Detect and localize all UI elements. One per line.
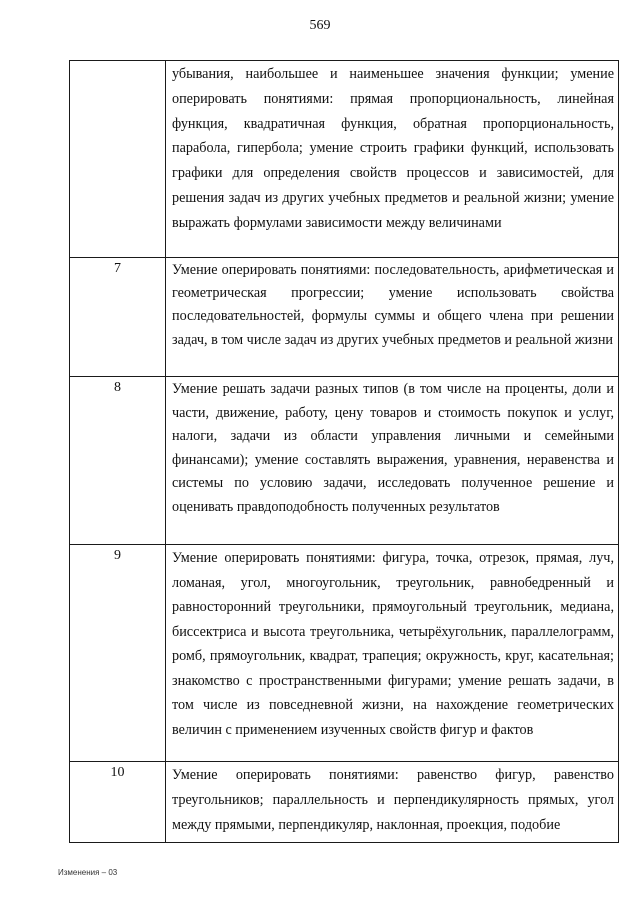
table-row [70,545,619,762]
row-text: Умение оперировать понятиями: равенство фигур, равенство треугольников; параллельность и перпендикулярность прямых, угол между прямыми, перпендикуляр, наклонная, проекция, подобие [172,767,614,833]
row-number: 8 [70,377,166,545]
row-text: Умение решать задачи разных типов (в том числе на проценты, доли и части, движение, работу, цену товаров и стоимость покупок и услуг, налоги, задачи из области управления личными и семейными финансами); умение составлять выражения, уравнения, неравенства и системы по условию задачи, исследовать полученное решение и оценивать правдоподобность полученных результатов [172,381,614,515]
revision-footer: Изменения – 03 [58,868,118,877]
row-number: 10 [70,762,166,843]
table-row [70,258,619,377]
row-number [70,61,166,258]
table-row [70,61,619,258]
row-text: Умение оперировать понятиями: фигура, точка, отрезок, прямая, луч, ломаная, угол, многоугольник, треугольник, равнобедренный и равносторонний треугольники, прямоугольный треугольник, медиана, биссектриса и высота треугольника, четырёхугольник, параллелограмм, ромб, прямоугольник, квадрат, трапеция; окружность, круг, касательная; знакомство с пространственными фигурами; умение решать задачи, в том числе из повседневной жизни, на нахождение геометрических величин с применением изученных свойств фигур и фактов [172,550,614,738]
page-number: 569 [309,18,331,33]
table-row [70,762,619,843]
requirements-table [69,60,619,843]
table-row [70,377,619,545]
row-number: 7 [70,258,166,377]
row-number: 9 [70,545,166,762]
row-text: убывания, наибольшее и наименьшее значения функции; умение оперировать понятиями: прямая пропорциональность, линейная функция, квадратичная функция, обратная пропорциональность, парабола, гипербола; умение строить графики функций, использовать графики для определения свойств процессов и зависимостей, для решения задач из других учебных предметов и реальной жизни; умение выражать формулами зависимости между величинами [172,66,614,231]
row-text: Умение оперировать понятиями: последовательность, арифметическая и геометрическая прогрессии; умение использовать свойства последовательностей, формулы суммы и общего члена при решении задач, в том числе задач из других учебных предметов и реальной жизни [172,262,614,348]
